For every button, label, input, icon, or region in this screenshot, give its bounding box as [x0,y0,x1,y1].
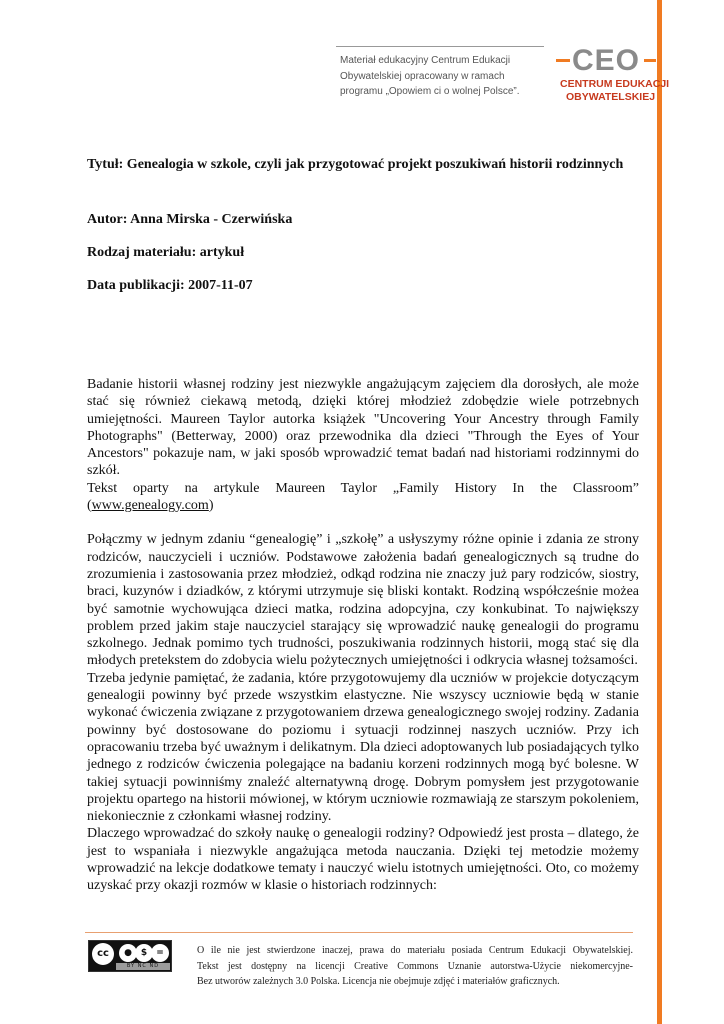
license-line: O ile nie jest stwierdzone inaczej, prawa do materiału posiada Centrum Edukacji Obywatelskiej. [197,945,633,956]
header-note-line: programu „Opowiem ci o wolnej Polsce”. [340,86,520,97]
source-text-end: ) [208,498,214,514]
logo-line-2: OBYWATELSKIEJ [566,91,656,103]
publication-date: Data publikacji: 2007-11-07 [87,278,253,293]
cc-icon: cc [92,943,114,965]
header-rule [336,46,544,47]
header-note [340,53,550,100]
right-accent-bar [657,0,662,1024]
paragraph-flexible-tasks: Trzeba jedynie pamiętać, że zadania, które przygotowujemy dla uczniów w projekcie dotyczącym genealogii powinny być przede wszystkim elastyczne. Nie wszyscy uczniowie będą w stanie wykonać ćwiczenia związane z przygotowaniem drzewa genealogicznego swojej rodziny. Zadania powinny być dostosowane do poziomu i sytuacji rodzinnej naszych uczniów. Przy ich opracowaniu trzeba być uważnym i delikatnym. Dla dzieci adoptowanych lub posiadających tylko jednego z rodziców ćwiczenia polegające na badaniu korzeni rodzinnych mogą być bolesne. W takiej sytuacji powinniśmy znaleźć alternatywną drogę. Dobrym pomysłem jest przygotowanie projektu opartego na historii mówionej, w którym uczniowie rozmawiają ze starszym pokoleniem, niekoniecznie z członkami własnej rodziny. [87,670,639,825]
document-type: Rodzaj materiału: artykuł [87,245,245,260]
footer-rule [85,932,633,933]
paragraph-why-genealogy: Dlaczego wprowadzać do szkoły naukę o genealogii rodziny? Odpowiedź jest prosta – dlatego, że jest to wspaniała i niezwykle angażująca metoda nauczania. Dzięki tej metodzie możemy wprowadzić na lekcje dodatkowe tematy i nauczyć wielu istotnych umiejętności. Oto, co możemy uzyskać przy okazji rozmów w klasie o historiach rodzinnych: [87,826,639,894]
license-note [197,943,633,990]
paragraph-gap [87,514,639,531]
article-body [87,376,639,895]
logo-dash-left [556,59,570,62]
source-text: Tekst oparty na artykule Maureen Taylor „Family History In the Classroom” ( [87,480,639,514]
nc-icon: $ [135,944,153,962]
logo-line-1: CENTRUM EDUKACJI [560,78,670,90]
paragraph-source [87,480,639,515]
paragraph-genealogy-school: Połączmy w jednym zdaniu “genealogię” i „szkołę” a usłyszymy różne opinie i zdania ze strony rodziców, nauczycieli i uczniów. Podstawowe założenia badań genealogicznych są trudne do zrozumienia i zastosowania przez młodzież, odkąd rodzina nie znaczy już pary rodziców, siostry, braci, kuzynów i dziadków, z którymi utrzymuje się bliski kontakt. Rodziną współcześnie możea być samotnie wychowująca dzieci matka, rodzina adopcyjna, czy konkubinat. To największy problem przed jakim staje nauczyciel starający się wprowadzić naukę genealogii do programu szkolnego. Jednak pomimo tych trudności, poszukiwania rodzinnych historii, mogą stać się dla młodych pretekstem do zdobycia wielu pożytecznych umiejętności i odkrycia własnej tożsamości. [87,532,639,669]
document-title: Tytuł: Genealogia w szkole, czyli jak przygotować projekt poszukiwań historii rodzinnych [87,157,624,172]
cc-tags: BY NC ND [116,963,170,970]
header-note-line: Obywatelskiej opracowany w ramach [340,70,505,82]
license-line: Bez utworów zależnych 3.0 Polska. Licencja nie obejmuje zdjęć i materiałów graficznych. [197,976,560,987]
paragraph-intro: Badanie historii własnej rodziny jest niezwykle angażującym zajęciem dla dorosłych, ale może stać się również ciekawą metodą, dzięki której młodzież zdobędzie wiele potrzebnych umiejętności. Maureen Taylor autorka książek "Uncovering Your Ancestry through Family Photographs" (Betterway, 2000) oraz przewodnika dla dzieci "Through the Eyes of Your Ancestors" pokazuje nam, w jaki sposób wprowadzić temat badań nad historiami rodzinnymi do szkół. [87,377,639,479]
creative-commons-badge[interactable] [88,940,172,972]
document-author: Autor: Anna Mirska - Czerwińska [87,212,293,227]
logo-dash-right [644,59,656,62]
ceo-logo [556,44,670,108]
header-note-line: Materiał edukacyjny Centrum Edukacji [340,55,511,66]
license-line: Tekst jest dostępny na licencji Creative Commons Uznanie autorstwa-Użycie niekomercyjne- [197,960,633,972]
nd-icon: = [151,944,169,962]
logo-mark: CEO [571,44,640,77]
source-link[interactable]: www.genealogy.com [91,498,209,514]
by-icon: ● [119,944,137,962]
